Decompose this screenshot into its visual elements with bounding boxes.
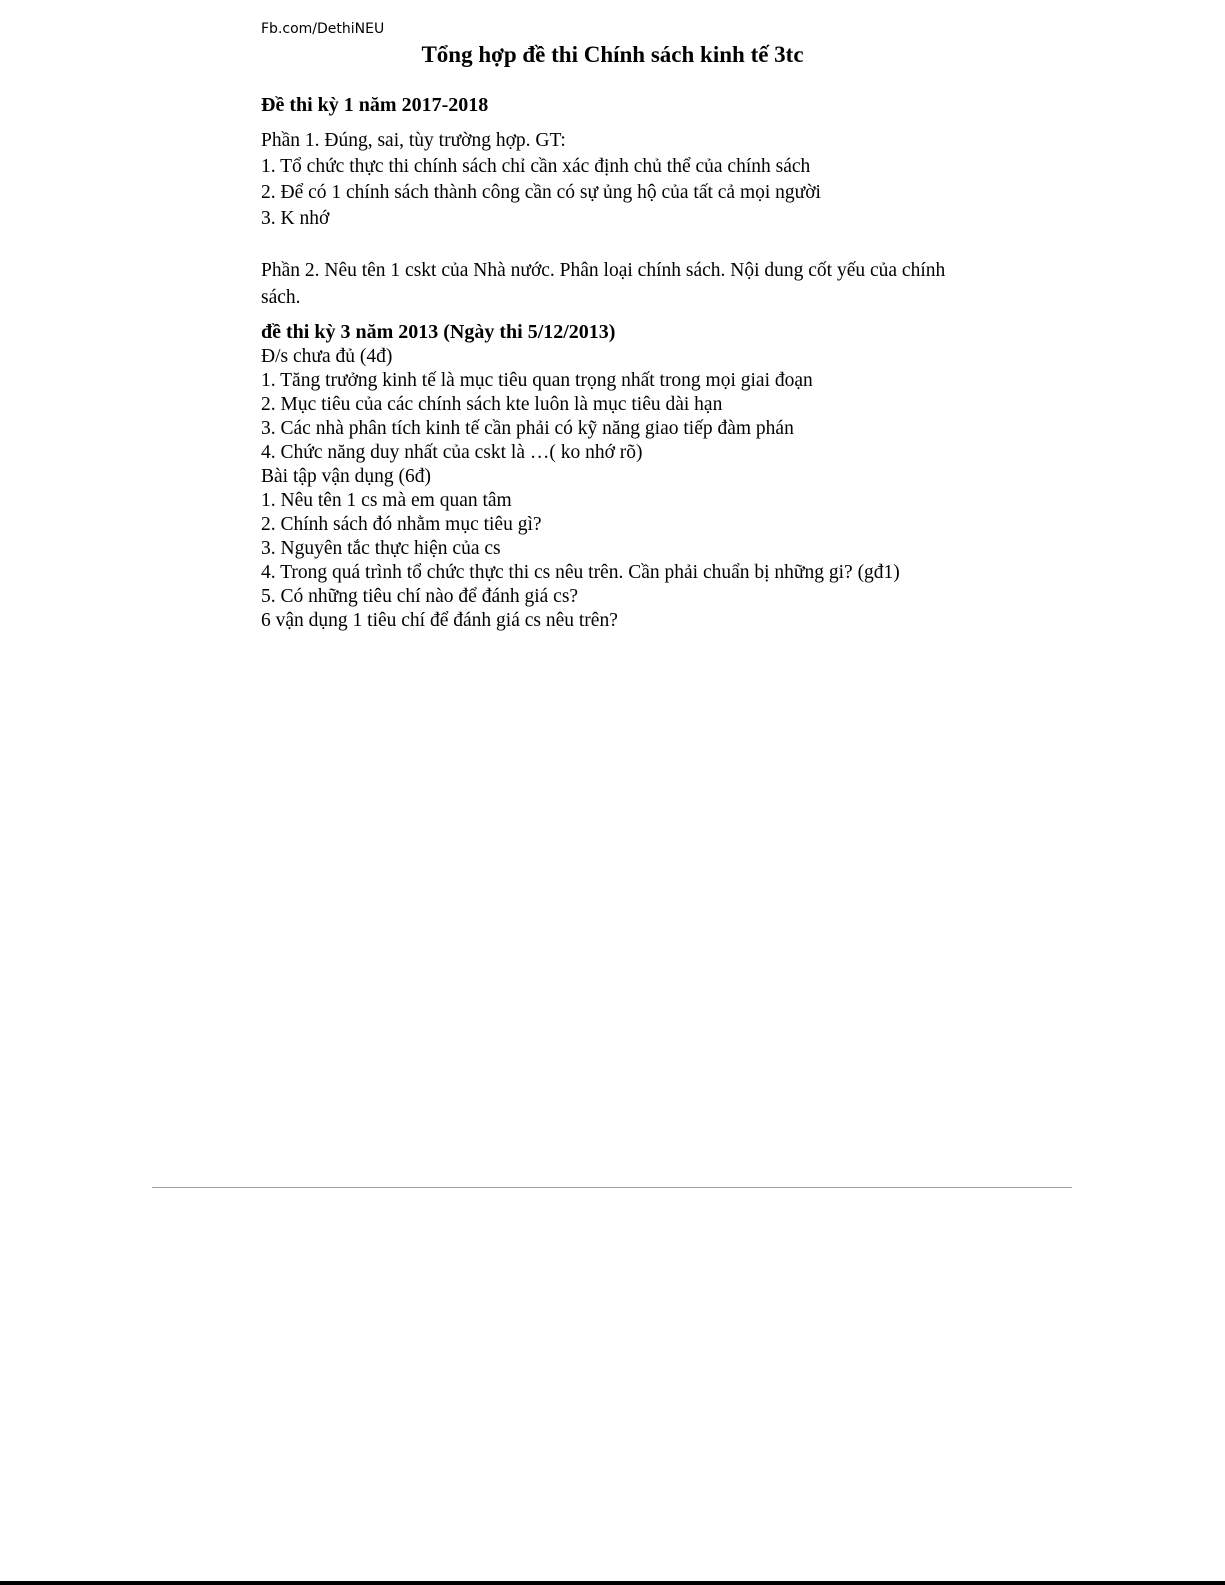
section1-heading: Đề thi kỳ 1 năm 2017-2018 [261, 94, 489, 116]
exercise-item: 6 vận dụng 1 tiêu chí để đánh giá cs nêu trên? [261, 610, 618, 631]
spacer [261, 311, 981, 319]
exercise-item: 5. Có những tiêu chí nào để đánh giá cs? [261, 586, 579, 607]
part2-text: Phần 2. Nêu tên 1 cskt của Nhà nước. Phân loại chính sách. Nội dung cốt yếu của chính sách. [261, 260, 946, 308]
document-body [261, 90, 981, 633]
part1-item: 3. K nhớ [261, 208, 330, 229]
document-title-text: Tổng hợp đề thi Chính sách kinh tế 3tc [421, 42, 804, 67]
section2-heading: đề thi kỳ 3 năm 2013 (Ngày thi 5/12/2013) [261, 321, 616, 343]
spacer [261, 232, 981, 257]
document-title [0, 42, 1225, 68]
tf-item: 4. Chức năng duy nhất của cskt là …( ko nhớ rõ) [261, 442, 643, 463]
exercise-label: Bài tập vận dụng (6đ) [261, 466, 432, 487]
part1-item: 1. Tổ chức thực thi chính sách chỉ cần xác định chủ thể của chính sách [261, 156, 811, 177]
exercise-item: 3. Nguyên tắc thực hiện của cs [261, 538, 501, 559]
part1-label: Phần 1. Đúng, sai, tùy trường hợp. GT: [261, 130, 566, 151]
bottom-border [0, 1581, 1225, 1585]
tf-item: 2. Mục tiêu của các chính sách kte luôn là mục tiêu dài hạn [261, 394, 723, 415]
page-separator [152, 1187, 1072, 1188]
tf-item: 3. Các nhà phân tích kinh tế cần phải có kỹ năng giao tiếp đàm phán [261, 418, 794, 439]
section2-content [261, 345, 981, 633]
spacer [261, 120, 981, 128]
exercise-item: 2. Chính sách đó nhằm mục tiêu gì? [261, 514, 542, 535]
tf-item: 1. Tăng trưởng kinh tế là mục tiêu quan trọng nhất trong mọi giai đoạn [261, 370, 813, 391]
exercise-item: 1. Nêu tên 1 cs mà em quan tâm [261, 490, 512, 511]
part1-item: 2. Để có 1 chính sách thành công cần có sự ủng hộ của tất cả mọi người [261, 182, 821, 203]
exercise-item: 4. Trong quá trình tổ chức thực thi cs nêu trên. Cần phải chuẩn bị những gi? (gđ1) [261, 562, 900, 583]
header-link[interactable]: Fb.com/DethiNEU [261, 21, 385, 37]
tf-label: Đ/s chưa đủ (4đ) [261, 346, 393, 367]
